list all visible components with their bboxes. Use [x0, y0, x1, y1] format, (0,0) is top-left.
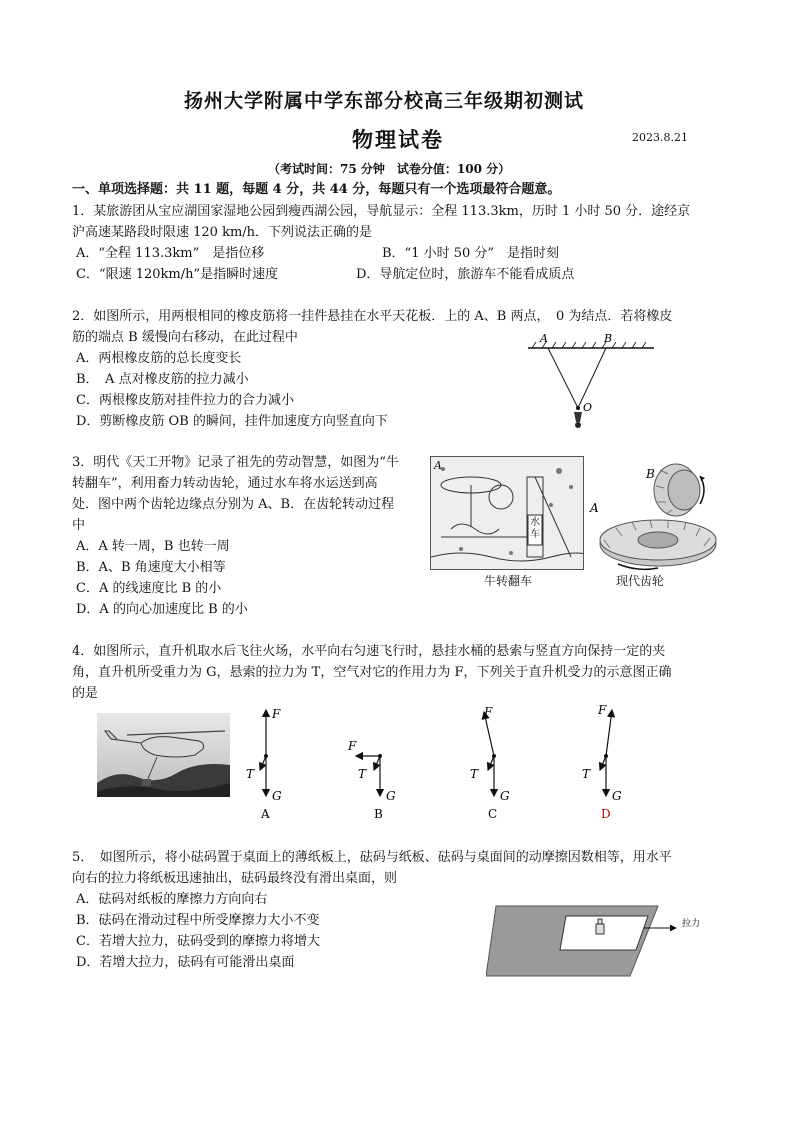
q2-fig-label-b: B — [604, 332, 613, 345]
q5-fig-label: 拉力 — [682, 919, 701, 929]
q4-d-label: D — [601, 807, 611, 821]
q4-c-t: T — [470, 767, 479, 781]
q4-a-t: T — [246, 767, 255, 781]
exam-info: （考试时间：75 分钟 试卷分值：100 分） — [268, 162, 511, 176]
q4-a-label: A — [261, 807, 270, 821]
exam-date: 2023.8.21 — [632, 131, 688, 144]
q4-stem-line3: 的是 — [72, 686, 99, 701]
q4-b-g: G — [386, 789, 396, 803]
q1-stem-line2: 沪高速某路段时限速 120 km/h．下列说法正确的是 — [72, 225, 373, 240]
q3-fig2-label-a: A — [590, 501, 599, 515]
q3-stem-line4: 中 — [72, 518, 86, 533]
q2-option-c: C．两根橡皮筋对挂件拉力的合力减小 — [76, 393, 294, 408]
q1-option-b: B．“1 小时 50 分” 是指时刻 — [382, 246, 560, 261]
q5-option-c: C．若增大拉力，砝码受到的摩擦力将增大 — [76, 934, 320, 949]
q4-diagram-a — [246, 707, 282, 821]
q1-option-c: C．“限速 120km/h”是指瞬时速度 — [76, 267, 279, 282]
q1-stem-line1: 1．某旅游团从宝应湖国家湿地公园到瘦西湖公园，导航显示：全程 113.3km，历时 1 小时 50 分．途经京 — [72, 204, 691, 219]
q5-option-a: A．砝码对纸板的摩擦力方向向右 — [76, 892, 268, 907]
q4-a-g: G — [272, 789, 282, 803]
q3-ox-waterwheel-image — [430, 456, 584, 570]
q3-fig2-caption: 现代齿轮 — [616, 574, 665, 588]
q3-option-b: B．A、B 角速度大小相等 — [76, 560, 226, 575]
q5-option-b: B．砝码在滑动过程中所受摩擦力大小不变 — [76, 913, 320, 928]
q5-figure — [486, 904, 718, 978]
q4-b-t: T — [358, 767, 367, 781]
q4-d-t: T — [582, 767, 591, 781]
q4-diagram-b — [347, 739, 396, 821]
q4-d-f: F — [598, 704, 607, 717]
q4-stem-line1: 4．如图所示，直升机取水后飞往火场，水平向右匀速飞行时，悬挂水桶的悬索与竖直方向保持一定的夹 — [72, 644, 666, 659]
q2-option-a: A．两根橡皮筋的总长度变长 — [76, 351, 242, 366]
q3-modern-gears-figure — [588, 456, 718, 572]
q2-fig-label-a: A — [540, 332, 548, 345]
q4-diagram-d — [582, 704, 622, 821]
q4-b-label: B — [374, 807, 383, 821]
q3-option-d: D．A 的向心加速度比 B 的小 — [76, 602, 248, 617]
q3-stem-line2: 转翻车”，利用畜力转动齿轮，通过水车将水运送到高 — [72, 476, 378, 491]
q4-b-f: F — [348, 739, 357, 753]
q2-stem-line2: 筋的端点 B 缓慢向右移动，在此过程中 — [72, 330, 298, 345]
q2-stem-line1: 2．如图所示，用两根相同的橡皮筋将一挂件悬挂在水平天花板．上的 A、B 两点， 0 为结点．若将橡皮 — [72, 309, 673, 324]
q2-figure — [520, 332, 660, 440]
q4-d-g: G — [612, 789, 622, 803]
q3-waterwheel-label: 水车 — [530, 517, 540, 540]
q1-option-d: D．导航定位时，旅游车不能看成质点 — [356, 267, 575, 282]
q5-option-d: D．若增大拉力，砝码有可能滑出桌面 — [76, 955, 295, 970]
q4-stem-line2: 角，直升机所受重力为 G，悬索的拉力为 T，空气对它的作用力为 F，下列关于直升机受力的示意图正确 — [72, 665, 672, 680]
section-heading: 一、单项选择题：共 11 题，每题 4 分，共 44 分，每题只有一个选项最符合题意。 — [72, 182, 561, 197]
school-title: 扬州大学附属中学东部分校高三年级期初测试 — [184, 90, 585, 112]
q1-option-a: A．“全程 113.3km” 是指位移 — [76, 246, 265, 261]
q4-helicopter-photo — [97, 713, 230, 797]
q3-fig2-label-b: B — [646, 467, 655, 481]
q3-stem-line3: 处．图中两个齿轮边缘点分别为 A、B．在齿轮转动过程 — [72, 497, 395, 512]
q4-c-g: G — [500, 789, 510, 803]
q4-force-diagrams — [232, 704, 652, 824]
q4-c-f: F — [484, 705, 493, 719]
q2-option-b: B． A 点对橡皮筋的拉力减小 — [76, 372, 249, 387]
q4-a-f: F — [272, 707, 281, 721]
q3-option-c: C．A 的线速度比 B 的小 — [76, 581, 222, 596]
q3-fig1-caption: 牛转翻车 — [484, 574, 533, 588]
q2-fig-label-o: O — [583, 401, 593, 414]
q3-option-a: A．A 转一周，B 也转一周 — [76, 539, 230, 554]
subject-title: 物理试卷 — [352, 127, 444, 152]
q4-c-label: C — [488, 807, 498, 821]
q3-fig1-label-a: A — [434, 459, 442, 472]
q3-stem-line1: 3．明代《天工开物》记录了祖先的劳动智慧，如图为“牛 — [72, 455, 399, 470]
q5-stem-line2: 向右的拉力将纸板迅速抽出，砝码最终没有滑出桌面，则 — [72, 871, 398, 886]
q5-stem-line1: 5． 如图所示，将小砝码置于桌面上的薄纸板上，砝码与纸板、砝码与桌面间的动摩擦因数相等，用水平 — [72, 850, 672, 865]
q2-option-d: D．剪断橡皮筋 OB 的瞬间，挂件加速度方向竖直向下 — [76, 414, 388, 429]
q4-diagram-c — [470, 705, 510, 821]
